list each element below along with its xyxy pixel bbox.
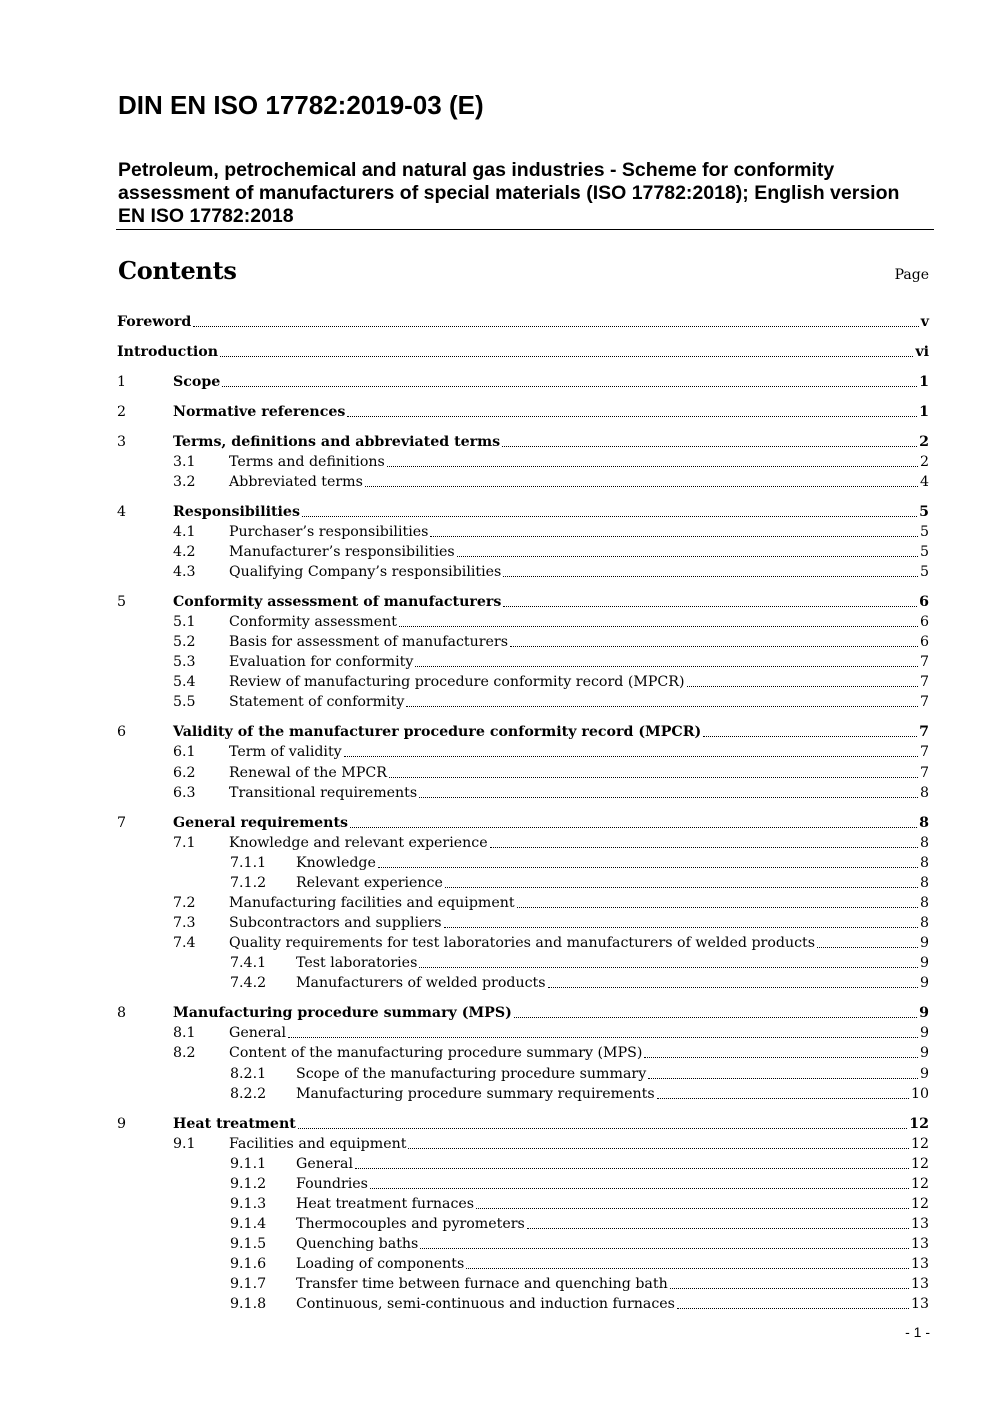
toc-entry-page: 13 (910, 1276, 929, 1293)
toc-dot-leader (408, 1147, 909, 1149)
toc-entry-title: Subcontractors and suppliers (229, 915, 442, 931)
toc-entry-title: Conformity assessment of manufacturers (173, 593, 502, 610)
toc-dot-leader (344, 755, 918, 757)
toc-entry-title: Manufacturing facilities and equipment (229, 894, 515, 911)
toc-entry[interactable] (117, 893, 929, 913)
toc-entry-page: 13 (910, 1216, 929, 1232)
toc-entry-page: 12 (910, 1155, 929, 1172)
toc-entry[interactable] (117, 783, 929, 803)
toc-entry-title: Transfer time between furnace and quenching bath (296, 1276, 668, 1293)
toc-dot-leader (419, 966, 918, 968)
document-title-line-1: Petroleum, petrochemical and natural gas industries - Scheme for conformity (118, 159, 835, 181)
toc-dot-leader (657, 1097, 909, 1099)
toc-entry-number: 9.1.8 (230, 1296, 267, 1313)
toc-dot-leader (419, 796, 918, 798)
toc-dot-leader (648, 1077, 918, 1079)
toc-entry[interactable] (117, 833, 929, 853)
toc-entry-title: Manufacturers of welded products (296, 975, 546, 992)
toc-entry-page: vi (915, 343, 929, 360)
toc-entry-page: 5 (919, 543, 929, 560)
toc-entry-page: 12 (910, 1175, 929, 1192)
toc-dot-leader (355, 1167, 909, 1169)
toc-entry[interactable] (117, 953, 929, 973)
toc-entry-number: 3.2 (173, 473, 196, 490)
toc-entry[interactable] (117, 562, 929, 582)
toc-entry-title: Evaluation for conformity (229, 654, 414, 671)
toc-entry-page: 1 (919, 403, 929, 420)
toc-entry[interactable] (117, 672, 929, 692)
toc-entry[interactable] (117, 1254, 929, 1274)
toc-entry-page: 2 (919, 433, 929, 450)
toc-dot-leader (222, 385, 917, 387)
toc-dot-leader (387, 465, 918, 467)
toc-dot-leader (420, 1247, 909, 1249)
toc-dot-leader (193, 325, 918, 327)
toc-entry-page: 5 (919, 503, 929, 520)
toc-entry[interactable] (117, 592, 929, 612)
toc-entry[interactable] (117, 973, 929, 993)
toc-dot-leader (415, 665, 918, 667)
toc-entry[interactable] (117, 1043, 929, 1063)
toc-entry-number: 4.1 (173, 523, 196, 540)
toc-entry[interactable] (117, 372, 929, 392)
toc-entry-number: 6 (117, 724, 127, 741)
toc-dot-leader (670, 1287, 909, 1289)
toc-entry-number: 8.2.1 (230, 1065, 267, 1082)
toc-entry-title: Content of the manufacturing procedure summary (MPS) (229, 1045, 643, 1062)
toc-entry[interactable] (117, 1114, 929, 1134)
toc-entry-title: Scope of the manufacturing procedure summary (296, 1065, 647, 1082)
toc-entry-number: 8.1 (173, 1025, 196, 1042)
toc-dot-leader (365, 485, 918, 487)
toc-dot-leader (503, 575, 918, 577)
toc-entry-page: 13 (910, 1256, 929, 1273)
toc-entry-title: Foreword (117, 314, 192, 330)
toc-entry-page: 13 (910, 1236, 929, 1253)
toc-entry-title: Renewal of the MPCR (229, 764, 387, 781)
toc-entry-title: General requirements (173, 814, 349, 831)
toc-entry-number: 5.5 (173, 694, 196, 711)
document-title-line-2: assessment of manufacturers of special materials (ISO 17782:2018); English version (118, 182, 900, 204)
toc-dot-leader (445, 886, 918, 888)
toc-entry-page: 7 (919, 764, 929, 781)
toc-dot-leader (677, 1307, 909, 1309)
toc-entry-number: 2 (117, 403, 127, 420)
toc-entry-number: 9.1.3 (230, 1195, 267, 1212)
toc-entry[interactable] (117, 742, 929, 762)
toc-entry-page: 12 (910, 1135, 929, 1152)
toc-entry-number: 9.1.5 (230, 1236, 267, 1253)
toc-entry[interactable] (117, 1274, 929, 1294)
toc-entry-page: 9 (919, 935, 929, 952)
toc-entry-page: 8 (919, 874, 929, 891)
toc-dot-leader (288, 1036, 918, 1038)
toc-entry[interactable] (117, 522, 929, 542)
toc-dot-leader (399, 625, 918, 627)
toc-entry-title: Heat treatment (173, 1115, 296, 1132)
toc-entry-page: 2 (919, 453, 929, 470)
toc-entry-number: 5.1 (173, 614, 196, 630)
toc-entry-number: 7.2 (173, 894, 196, 911)
toc-entry-title: Responsibilities (173, 503, 300, 520)
toc-entry-number: 4 (117, 503, 127, 520)
document-title-line-3: EN ISO 17782:2018 (118, 205, 294, 227)
toc-dot-leader (444, 926, 918, 928)
toc-entry-page: 1 (919, 373, 929, 390)
toc-entry-page: 8 (919, 894, 929, 911)
toc-entry[interactable] (117, 652, 929, 672)
toc-entry-title: Loading of components (296, 1256, 465, 1273)
toc-entry-number: 8.2.2 (230, 1085, 267, 1102)
toc-entry-number: 7.4 (173, 935, 196, 952)
toc-dot-leader (514, 1016, 917, 1018)
toc-entry[interactable] (117, 1234, 929, 1254)
toc-entry[interactable] (117, 1084, 929, 1104)
toc-entry-title: Knowledge (296, 854, 376, 871)
toc-entry-page: 8 (919, 854, 929, 871)
toc-entry-number: 7.4.2 (230, 975, 267, 992)
toc-entry-page: 6 (919, 593, 929, 610)
toc-dot-leader (220, 355, 913, 357)
toc-dot-leader (490, 846, 918, 848)
toc-entry-title: Transitional requirements (229, 784, 418, 801)
toc-entry-number: 7.1.1 (230, 854, 267, 871)
toc-entry[interactable] (117, 402, 929, 422)
toc-entry[interactable] (117, 502, 929, 522)
toc-entry-title: Foundries (296, 1175, 368, 1192)
toc-entry[interactable] (117, 1194, 929, 1214)
toc-entry[interactable] (117, 1294, 929, 1314)
toc-entry-page: 6 (919, 614, 929, 630)
document-title (118, 159, 938, 228)
toc-entry[interactable] (117, 1064, 929, 1084)
toc-entry-page: 13 (910, 1296, 929, 1313)
toc-dot-leader (687, 685, 918, 687)
toc-entry[interactable] (117, 722, 929, 742)
toc-entry-page: 9 (919, 975, 929, 992)
toc-entry[interactable] (117, 1134, 929, 1154)
toc-entry-number: 5.4 (173, 674, 196, 691)
toc-entry-title: Thermocouples and pyrometers (296, 1216, 525, 1232)
toc-entry-title: Validity of the manufacturer procedure conformity record (MPCR) (173, 724, 702, 741)
toc-dot-leader (476, 1207, 909, 1209)
toc-entry-title: Conformity assessment (229, 614, 397, 630)
toc-entry[interactable] (117, 692, 929, 712)
toc-entry-page: 9 (919, 1045, 929, 1062)
toc-entry-number: 5 (117, 593, 127, 610)
footer-page-number: - 1 - (905, 1324, 930, 1340)
toc-entry-number: 4.2 (173, 543, 196, 560)
toc-entry-page: 12 (910, 1195, 929, 1212)
toc-entry[interactable] (117, 933, 929, 953)
toc-entry-page: 8 (919, 784, 929, 801)
toc-entry-title: Quality requirements for test laboratories and manufacturers of welded products (229, 935, 816, 952)
toc-dot-leader (350, 826, 917, 828)
toc-entry-title: Manufacturing procedure summary requirements (296, 1085, 655, 1102)
toc-dot-leader (302, 515, 917, 517)
toc-dot-leader (548, 986, 918, 988)
toc-entry-title: Qualifying Company’s responsibilities (229, 564, 502, 580)
toc-entry-page: 12 (909, 1115, 929, 1132)
toc-entry[interactable] (117, 342, 929, 362)
toc-entry-number: 6.1 (173, 744, 196, 761)
toc-dot-leader (406, 705, 918, 707)
toc-entry-title: Scope (173, 373, 221, 390)
toc-entry[interactable] (117, 913, 929, 933)
toc-entry[interactable] (117, 542, 929, 562)
toc-entry[interactable] (117, 1174, 929, 1194)
toc-dot-leader (703, 735, 917, 737)
toc-entry-title: Heat treatment furnaces (296, 1195, 475, 1212)
toc-entry[interactable] (117, 1023, 929, 1043)
contents-heading: Contents (118, 256, 237, 285)
toc-entry-number: 7.1.2 (230, 874, 267, 891)
toc-dot-leader (347, 415, 917, 417)
toc-entry-page: 9 (919, 955, 929, 972)
toc-entry-page: 6 (919, 634, 929, 651)
toc-dot-leader (502, 445, 917, 447)
toc-entry-number: 7 (117, 814, 127, 831)
toc-entry[interactable] (117, 472, 929, 492)
toc-entry-page: 9 (919, 1065, 929, 1082)
toc-entry-page: 4 (919, 473, 929, 490)
page-column-label: Page (894, 267, 929, 283)
toc-entry-title: General (229, 1025, 287, 1042)
toc-entry-number: 9.1.6 (230, 1256, 267, 1273)
toc-entry-page: 10 (910, 1085, 929, 1102)
toc-entry-page: 7 (919, 674, 929, 691)
toc-entry-number: 7.3 (173, 915, 196, 931)
toc-entry-number: 9.1.7 (230, 1276, 267, 1293)
toc-entry-number: 9.1.4 (230, 1216, 267, 1232)
toc-entry[interactable] (117, 452, 929, 472)
toc-entry-title: Purchaser’s responsibilities (229, 523, 429, 540)
toc-entry-title: Basis for assessment of manufacturers (229, 634, 508, 651)
toc-entry-page: 8 (919, 814, 929, 831)
toc-entry[interactable] (117, 813, 929, 833)
toc-entry[interactable] (117, 763, 929, 783)
toc-entry-title: Facilities and equipment (229, 1135, 407, 1152)
toc-entry-number: 8 (117, 1005, 127, 1022)
toc-entry-title: Terms, definitions and abbreviated terms (173, 433, 501, 450)
toc-entry-page: 7 (919, 654, 929, 671)
toc-entry-title: Abbreviated terms (229, 473, 363, 490)
header-divider (116, 229, 934, 230)
toc-entry[interactable] (117, 632, 929, 652)
toc-entry-title: Normative references (173, 403, 346, 420)
toc-entry[interactable] (117, 432, 929, 452)
toc-entry-number: 9.1.1 (230, 1155, 267, 1172)
toc-entry-number: 4.3 (173, 564, 196, 580)
toc-dot-leader (457, 555, 918, 557)
toc-dot-leader (378, 866, 918, 868)
toc-entry-number: 6.2 (173, 764, 196, 781)
toc-entry[interactable] (117, 873, 929, 893)
toc-entry-title: Quenching baths (296, 1236, 419, 1253)
toc-dot-leader (527, 1227, 909, 1229)
toc-entry-number: 3.1 (173, 453, 196, 470)
toc-entry-page: 9 (919, 1005, 929, 1022)
toc-dot-leader (510, 645, 918, 647)
toc-entry-number: 3 (117, 433, 127, 450)
toc-dot-leader (389, 776, 918, 778)
toc-dot-leader (466, 1267, 909, 1269)
toc-dot-leader (370, 1187, 909, 1189)
toc-entry-title: Statement of conformity (229, 694, 405, 711)
toc-entry-page: 9 (919, 1025, 929, 1042)
document-id: DIN EN ISO 17782:2019-03 (E) (118, 90, 484, 120)
toc-dot-leader (503, 605, 917, 607)
toc-entry-page: 5 (919, 523, 929, 540)
toc-entry-title: Manufacturing procedure summary (MPS) (173, 1005, 512, 1022)
toc-entry-title: Relevant experience (296, 874, 443, 891)
toc-entry-number: 7.1 (173, 834, 196, 851)
toc-dot-leader (517, 906, 918, 908)
toc-entry-page: 7 (919, 744, 929, 761)
toc-entry[interactable] (117, 1214, 929, 1234)
toc-entry-number: 7.4.1 (230, 955, 267, 972)
toc-entry-page: v (920, 314, 929, 330)
toc-entry-title: Introduction (117, 343, 219, 360)
toc-entry-title: General (296, 1155, 354, 1172)
toc-entry[interactable] (117, 612, 929, 632)
toc-entry-title: Review of manufacturing procedure conformity record (MPCR) (229, 674, 685, 691)
toc-dot-leader (298, 1127, 907, 1129)
toc-entry-title: Terms and definitions (229, 453, 385, 470)
toc-entry-number: 5.2 (173, 634, 196, 651)
toc-dot-leader (430, 535, 918, 537)
toc-entry-number: 9.1.2 (230, 1175, 267, 1192)
toc-entry[interactable] (117, 1154, 929, 1174)
toc-entry-page: 8 (919, 915, 929, 931)
toc-entry-number: 9 (117, 1115, 127, 1132)
toc-entry-page: 7 (919, 724, 929, 741)
toc-entry-title: Continuous, semi-continuous and induction furnaces (296, 1296, 675, 1313)
toc-entry[interactable] (117, 312, 929, 332)
toc-entry-number: 9.1 (173, 1135, 196, 1152)
toc-entry-title: Manufacturer’s responsibilities (229, 543, 455, 560)
toc-entry-number: 6.3 (173, 784, 196, 801)
toc-entry-page: 8 (919, 834, 929, 851)
toc-entry-number: 1 (117, 373, 127, 390)
toc-dot-leader (817, 946, 918, 948)
toc-entry-page: 5 (919, 564, 929, 580)
toc-entry[interactable] (117, 853, 929, 873)
toc-entry-title: Knowledge and relevant experience (229, 834, 488, 851)
toc-entry-number: 5.3 (173, 654, 196, 671)
toc-entry[interactable] (117, 1003, 929, 1023)
toc-entry-number: 8.2 (173, 1045, 196, 1062)
toc-entry-title: Test laboratories (296, 955, 418, 972)
toc-dot-leader (644, 1056, 918, 1058)
toc-entry-title: Term of validity (229, 744, 342, 761)
toc-entry-page: 7 (919, 694, 929, 711)
